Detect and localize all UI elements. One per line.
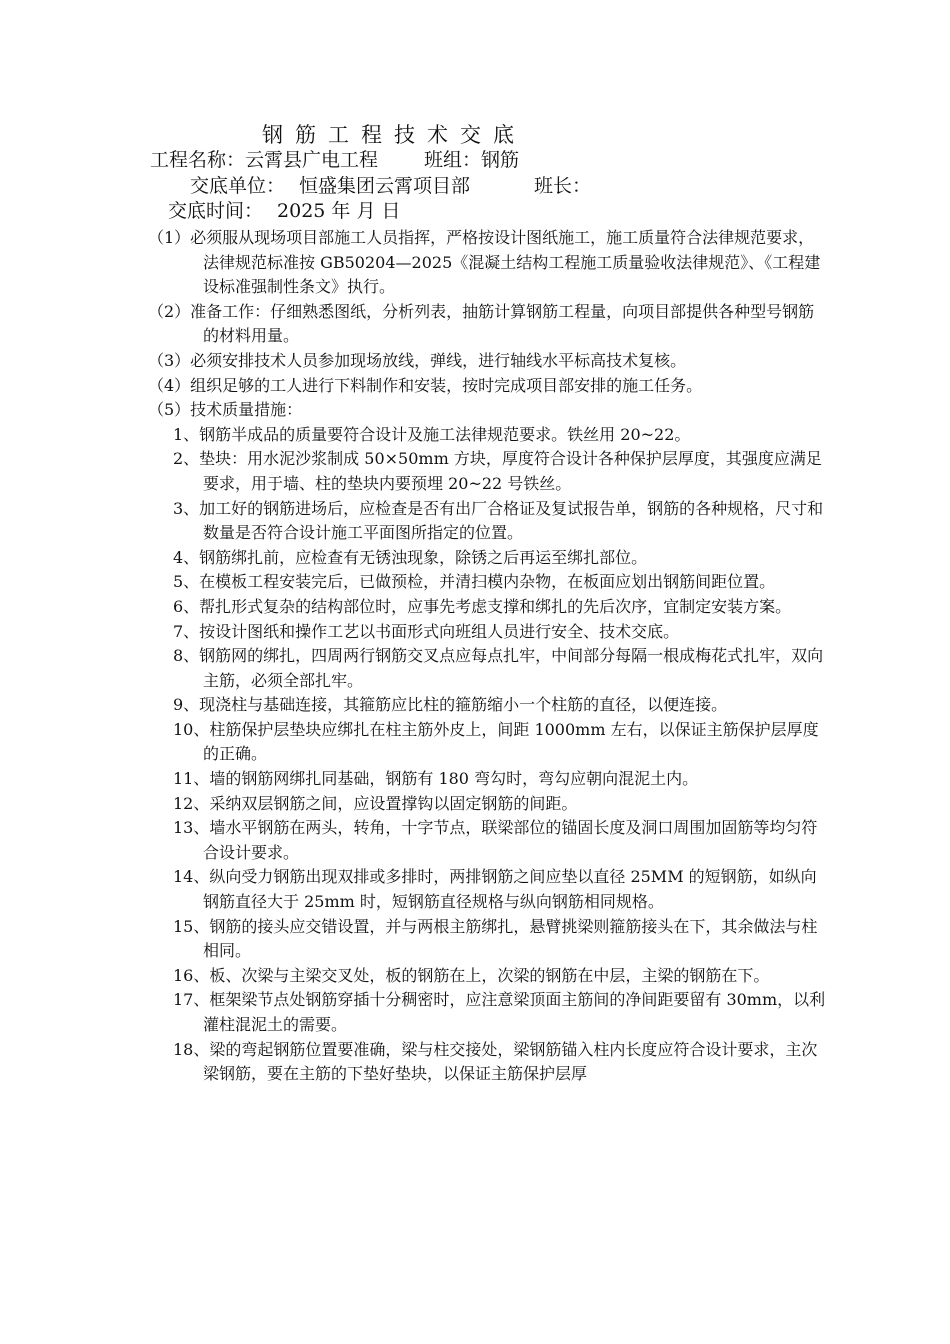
paragraph-1: （1）必须服从现场项目部施工人员指挥，严格按设计图纸施工，施工质量符合法律规范要求，法律规范标准按 GB50204—2025《混凝土结构工程施工质量验收法律规范》、《工程建设标准强制性条文》执行。: [148, 228, 821, 297]
measure-item: 2、垫块：用水泥沙浆制成 50×50mm 方块，厚度符合设计各种保护层厚度，其强度应满足要求，用于墙、柱的垫块内要预埋 20~22 号铁丝。: [173, 449, 822, 493]
measure-item: 9、现浇柱与基础连接，其箍筋应比柱的箍筋缩小一个柱筋的直径，以便连接。: [173, 695, 728, 715]
measure-item: 6、帮扎形式复杂的结构部位时，应事先考虑支撑和绑扎的先后次序，宜制定安装方案。: [173, 596, 792, 616]
project-line: [150, 148, 519, 173]
unit-line: [190, 174, 591, 199]
unit-label: 交底单位：: [190, 175, 286, 197]
measure-item: 11、墙的钢筋网绑扎同基础，钢筋有 180 弯勾时，弯勾应朝向混泥土内。: [173, 769, 699, 789]
paragraph-5: （5）技术质量措施：: [148, 400, 303, 420]
paragraph-2: （2）准备工作：仔细熟悉图纸，分析列表，抽筋计算钢筋工程量，向项目部提供各种型号钢筋的材料用量。: [148, 301, 815, 346]
measure-item: 3、加工好的钢筋进场后，应检查是否有出厂合格证及复试报告单，钢筋的各种规格，尺寸和数量是否符合设计施工平面图所指定的位置。: [173, 498, 824, 543]
paragraph-3: （3）必须安排技术人员参加现场放线，弹线，进行轴线水平标高技术复核。: [148, 350, 687, 370]
measure-item: 16、板、次梁与主梁交叉处，板的钢筋在上，次梁的钢筋在中层，主梁的钢筋在下。: [173, 965, 770, 985]
measure-item: 8、钢筋网的绑扎，四周两行钢筋交叉点应每点扎牢，中间部分每隔一根成梅花式扎牢，双向主筋，必须全部扎牢。: [173, 646, 824, 690]
measure-item: 17、框架梁节点处钢筋穿插十分稠密时，应注意梁顶面主筋间的净间距要留有 30mm，以利灌柱混泥土的需要。: [173, 990, 826, 1034]
time-value: 2025 年 月 日: [277, 200, 401, 222]
measure-item: 7、按设计图纸和操作工艺以书面形式向班组人员进行安全、技术交底。: [173, 621, 680, 641]
project-name: 云霄县广电工程: [245, 149, 379, 171]
measure-item: 13、墙水平钢筋在两头，转角，十字节点，联梁部位的锚固长度及洞口周围加固筋等均匀符合设计要求。: [173, 818, 818, 862]
measure-item: 10、柱筋保护层垫块应绑扎在柱主筋外皮上，间距 1000mm 左右，以保证主筋保护层厚度的正确。: [173, 719, 819, 764]
time-label: 交底时间：: [168, 200, 264, 222]
paragraph-4: （4）组织足够的工人进行下料制作和安装，按时完成项目部安排的施工任务。: [148, 375, 703, 395]
measure-item: 15、钢筋的接头应交错设置，并与两根主筋绑扎，悬臂挑梁则箍筋接头在下，其余做法与柱相同。: [173, 916, 818, 961]
team-value: 钢筋: [481, 149, 520, 171]
time-line: [168, 199, 401, 224]
measure-item: 12、采纳双层钢筋之间，应设置撑钩以固定钢筋的间距。: [173, 793, 578, 813]
unit-value: 恒盛集团云霄项目部: [299, 175, 471, 197]
team-label: 班组：: [424, 149, 482, 171]
measure-item: 5、在模板工程安装完后，已做预检，并清扫模内杂物，在板面应划出钢筋间距位置。: [173, 572, 776, 592]
leader-label: 班长：: [534, 175, 592, 197]
measure-item: 4、钢筋绑扎前，应检查有无锈浊现象，除锈之后再运至绑扎部位。: [173, 547, 648, 567]
document-body: [148, 226, 828, 1087]
measure-item: 18、梁的弯起钢筋位置要准确，梁与柱交接处，梁钢筋锚入柱内长度应符合设计要求，主次梁钢筋，要在主筋的下垫好垫块，以保证主筋保护层厚: [173, 1039, 818, 1084]
document-title: 钢筋工程技术交底: [262, 123, 526, 147]
project-name-label: 工程名称：: [150, 149, 246, 171]
measure-item: 1、钢筋半成品的质量要符合设计及施工法律规范要求。铁丝用 20~22。: [173, 424, 691, 444]
measure-item: 14、纵向受力钢筋出现双排或多排时，两排钢筋之间应垫以直径 25MM 的短钢筋，如纵向钢筋直径大于 25mm 时，短钢筋直径规格与纵向钢筋相同规格。: [173, 867, 817, 912]
